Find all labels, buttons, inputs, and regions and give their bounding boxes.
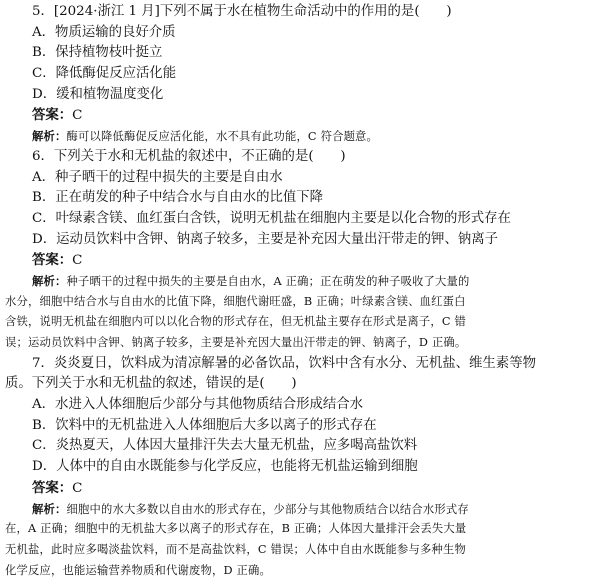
q7-answer-value: C <box>72 480 83 496</box>
q5-answer-label: 答案： <box>32 107 73 124</box>
q7-answer <box>5 478 591 499</box>
q5-explanation-line: 酶可以降低酶促反应活化能，水不具有此功能，C 符合题意。 <box>66 130 379 144</box>
q6-explanation-label: 解析： <box>32 273 67 288</box>
q5-option-d: D．缓和植物温度变化 <box>32 86 164 102</box>
q6-option-c: C．叶绿素含镁、血红蛋白含铁，说明无机盐在细胞内主要是以化合物的形式存在 <box>32 210 511 226</box>
q6-explanation-line: 误；运动员饮料中含钾、钠离子较多，主要是补充因大量出汗带走的钾、钠离子，D 正确。 <box>5 336 467 349</box>
q7-explanation-line: 细胞中的水大多数以自由水的形式存在，少部分与其他物质结合以结合水形式存 <box>66 502 469 516</box>
q6-answer-label: 答案： <box>32 252 73 269</box>
q6-option-b: B．正在萌发的种子中结合水与自由水的比值下降 <box>32 190 324 206</box>
q6-explanation-line: 种子晒干的过程中损失的主要是自由水，A 正确；正在萌发的种子吸收了大量的 <box>66 274 470 288</box>
q6-explanation-line: 水分，细胞中结合水与自由水的比值下降，细胞代谢旺盛，B 正确；叶绿素含镁、血红蛋白 <box>5 294 466 308</box>
q7-explanation-line: 在，A 正确；细胞中的无机盐大多以离子的形式存在，B 正确；人体因大量排汗会丢失大量 <box>5 522 467 536</box>
q5-answer-value: C <box>72 108 83 124</box>
q7-option-c: C．炎热夏天，人体因大量排汗失去大量无机盐，应多喝高盐饮料 <box>32 438 418 454</box>
q5-option-c: C．降低酶促反应活化能 <box>32 66 177 82</box>
q5-option-b: B．保持植物枝叶挺立 <box>32 45 163 61</box>
q7-stem-line: 7．炎炎夏日，饮料成为清凉解暑的必备饮品，饮料中含有水分、无机盐、维生素等物 <box>32 355 536 371</box>
q5-explanation-label: 解析： <box>32 129 67 144</box>
q7-explanation-line: 无机盐，此时应多喝淡盐饮料，而不是高盐饮料，C 错误；人体中自由水既能参与多种生物 <box>5 542 467 556</box>
q6-stem: 6．下列关于水和无机盐的叙述中，不正确的是( ) <box>32 148 346 164</box>
q7-option-a: A．水进入人体细胞后少部分与其他物质结合形成结合水 <box>32 397 364 413</box>
q7-stem-line: 质。下列关于水和无机盐的叙述，错误的是( ) <box>5 376 297 392</box>
q7-option-d: D．人体中的自由水既能参与化学反应，也能将无机盐运输到细胞 <box>32 459 418 475</box>
q7-explanation-label: 解析： <box>32 501 67 516</box>
q6-option-d: D．运动员饮料中含钾、钠离子较多，主要是补充因大量出汗带走的钾、钠离子 <box>32 231 499 247</box>
q5-option-a: A．物质运输的良好介质 <box>32 24 176 40</box>
q7-explanation-line: 化学反应，也能运输营养物质和代谢废物，D 正确。 <box>5 563 271 577</box>
q5-answer <box>5 105 591 126</box>
q6-explanation-line: 含铁，说明无机盐在细胞内可以以化合物的形式存在，但无机盐主要存在形式是离子，C 错 <box>5 315 467 329</box>
q7-option-b: B．饮料中的无机盐进入人体细胞后大多以离子的形式存在 <box>32 417 377 433</box>
q5-explanation <box>5 126 591 147</box>
q6-answer-value: C <box>72 253 83 269</box>
q5-stem: 5．[2024·浙江 1 月]下列不属于水在植物生命活动中的作用的是( ) <box>32 4 452 19</box>
q6-option-a: A．种子晒干的过程中损失的主要是自由水 <box>32 169 283 185</box>
q7-answer-label: 答案： <box>32 479 73 496</box>
q6-answer <box>5 250 591 271</box>
q6-explanation <box>5 271 591 292</box>
q7-explanation <box>5 499 591 520</box>
